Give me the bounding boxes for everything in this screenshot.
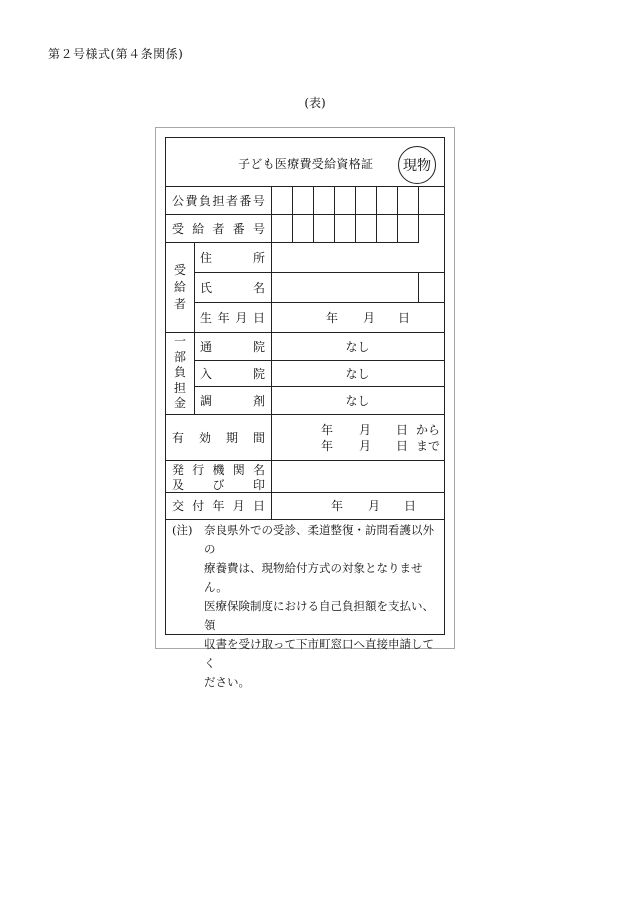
label-char: 月 xyxy=(235,310,248,325)
digit-box-divider xyxy=(292,214,293,242)
label-char: 部 xyxy=(173,349,186,364)
dispensing-value: なし xyxy=(345,393,370,408)
label-char: 担 xyxy=(173,380,186,395)
label-char: 入 xyxy=(200,366,213,381)
outpatient-label xyxy=(200,332,265,360)
label-char: 院 xyxy=(252,339,265,354)
name-label xyxy=(200,272,265,302)
label-char: 機 xyxy=(212,462,225,477)
note-line: 奈良県外での受診、柔道整復・訪問看護以外の xyxy=(204,523,434,556)
label-char: 有 xyxy=(172,430,185,445)
label-char: 金 xyxy=(173,396,186,411)
inpatient-value: なし xyxy=(345,366,370,381)
inpatient-label xyxy=(200,360,265,386)
label-char: 者 xyxy=(212,221,225,236)
label-char: 費 xyxy=(185,193,198,208)
label-char: 日 xyxy=(252,310,265,325)
recipient-group-label xyxy=(166,242,194,332)
label-char: 所 xyxy=(252,250,265,265)
digit-box-divider xyxy=(334,214,335,242)
label-char: 名 xyxy=(252,280,265,295)
digit-box-divider xyxy=(418,214,419,242)
valid-from-suffix: から xyxy=(416,423,441,437)
seal-circle xyxy=(398,146,436,184)
address-label xyxy=(200,242,265,272)
label-char: 間 xyxy=(252,430,265,445)
copay-group-label xyxy=(166,332,194,414)
label-char: 号 xyxy=(252,193,265,208)
valid-from-month: 月 xyxy=(359,423,372,437)
digit-box-divider xyxy=(355,214,356,242)
label-char: 関 xyxy=(232,462,245,477)
valid-to-year: 年 xyxy=(321,439,334,453)
row-divider xyxy=(166,519,444,520)
card-title: 子ども医療費受給資格証 xyxy=(238,157,374,171)
payer-number-label xyxy=(172,186,265,214)
label-char: 給 xyxy=(173,279,186,294)
birthdate-month: 月 xyxy=(363,310,376,325)
note-line: 医療保険制度における自己負担額を支払い、領 xyxy=(204,599,434,632)
label-char: 付 xyxy=(192,499,205,513)
label-char: 年 xyxy=(212,499,225,513)
birthdate-label xyxy=(200,302,265,332)
valid-from-day: 日 xyxy=(396,423,409,437)
birthdate-day: 日 xyxy=(398,310,411,325)
form-number: 第２号様式(第４条関係) xyxy=(48,47,184,61)
valid-to-suffix: まで xyxy=(416,439,441,453)
label-char: 受 xyxy=(172,221,185,236)
digit-box-divider xyxy=(397,214,398,242)
issue-date-label xyxy=(172,492,265,519)
label-char: 者 xyxy=(173,296,186,311)
label-char: 交 xyxy=(172,499,185,513)
note-label: (注) xyxy=(172,523,193,537)
outpatient-value: なし xyxy=(345,339,370,354)
label-char: 月 xyxy=(232,499,245,513)
issuer-label-line2 xyxy=(172,476,265,492)
valid-from-year: 年 xyxy=(321,423,334,437)
issue-date-day: 日 xyxy=(404,499,417,513)
label-char: 住 xyxy=(200,250,213,265)
label-char: 及 xyxy=(172,477,185,492)
seal-text: 現物 xyxy=(403,158,431,174)
label-char: 通 xyxy=(200,339,213,354)
digit-box-divider xyxy=(355,186,356,214)
digit-box-divider xyxy=(313,186,314,214)
birthdate-year: 年 xyxy=(326,310,339,325)
front-side-label: (表) xyxy=(304,96,326,110)
label-char: 負 xyxy=(198,193,211,208)
label-char: 番 xyxy=(239,193,252,208)
note-text xyxy=(204,521,442,692)
label-char: 氏 xyxy=(200,280,213,295)
label-char: 番 xyxy=(232,221,245,236)
label-char: 生 xyxy=(200,310,213,325)
label-char: び xyxy=(212,477,225,492)
label-char: 印 xyxy=(252,477,265,492)
dispensing-label xyxy=(200,386,265,414)
label-char: 行 xyxy=(192,462,205,477)
label-char: 剤 xyxy=(252,393,265,408)
label-char: 効 xyxy=(198,430,211,445)
note-line: 収書を受け取って下市町窓口へ直接申請してく xyxy=(204,637,434,670)
digit-box-divider xyxy=(292,186,293,214)
digit-box-divider xyxy=(397,186,398,214)
issue-date-year: 年 xyxy=(331,499,344,513)
label-char: 負 xyxy=(173,365,186,380)
digit-box-divider xyxy=(376,214,377,242)
label-char: 号 xyxy=(252,221,265,236)
digit-box-divider xyxy=(418,186,419,214)
label-char: 一 xyxy=(173,334,186,349)
note-line: ださい。 xyxy=(204,675,250,689)
label-char: 年 xyxy=(217,310,230,325)
label-char: 者 xyxy=(225,193,238,208)
validity-label xyxy=(172,414,265,460)
label-char: 受 xyxy=(173,262,186,277)
group-label-divider xyxy=(194,242,195,414)
label-char: 名 xyxy=(252,462,265,477)
note-line: 療養費は、現物給付方式の対象となりません。 xyxy=(204,561,423,594)
name-extra-divider xyxy=(418,272,419,302)
valid-to-month: 月 xyxy=(359,439,372,453)
digit-box-divider xyxy=(313,214,314,242)
label-char: 期 xyxy=(225,430,238,445)
label-char: 給 xyxy=(192,221,205,236)
issue-date-month: 月 xyxy=(368,499,381,513)
label-char: 院 xyxy=(252,366,265,381)
recipient-number-label xyxy=(172,214,265,242)
medical-certificate-card xyxy=(165,137,445,689)
digit-box-divider xyxy=(376,186,377,214)
label-char: 調 xyxy=(200,393,213,408)
label-char: 担 xyxy=(212,193,225,208)
valid-to-day: 日 xyxy=(396,439,409,453)
digit-box-divider xyxy=(334,186,335,214)
label-char: 日 xyxy=(252,499,265,513)
label-char: 発 xyxy=(172,462,185,477)
label-char: 公 xyxy=(172,193,185,208)
